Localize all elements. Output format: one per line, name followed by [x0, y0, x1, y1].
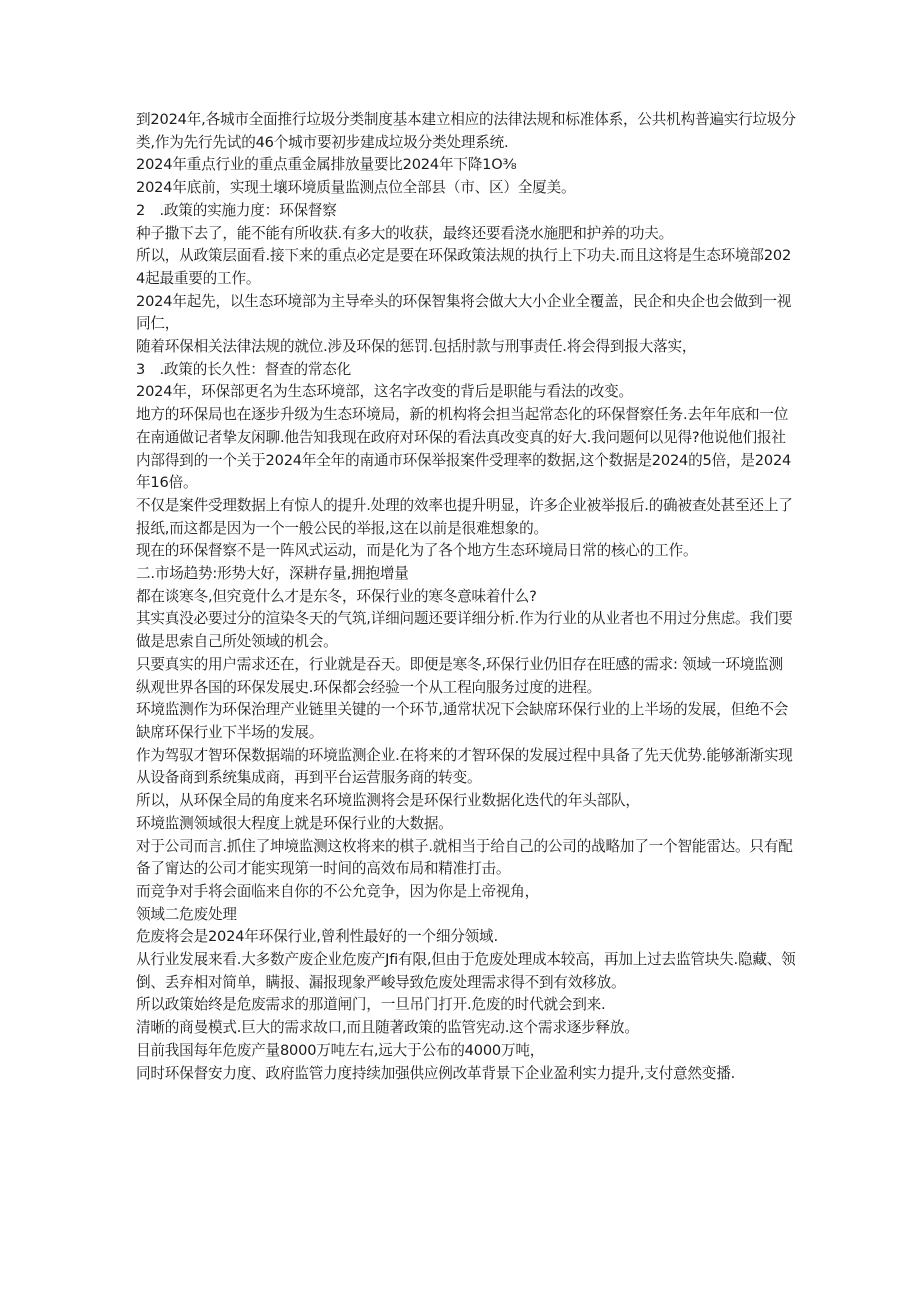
paragraph-6: 所以，从政策层面看.接下来的重点必定是要在环保政策法规的执行上下功夫.而且这将是生态环境部2024起最重要的工作。 — [136, 247, 792, 287]
section-heading-2: 2 .政策的实施力度：环保督察 — [136, 201, 337, 219]
paragraph-23: 对于公司而言.抓住了坤境监测这枚将来的棋子.就相当于给自己的公司的战略加了一个智能雷达。只有配备了甯达的公司才能实现第一时间的高效布局和精准打击。 — [136, 837, 793, 878]
paragraph-31: 同时环保督安力度、政府监管力度持续加强供应例改革背景下企业盈利实力提升,支付意然变播. — [136, 1064, 736, 1082]
section-heading-market: 二.市场趋势:形势大好，深耕存量,拥抱增量 — [136, 565, 409, 583]
paragraph-16: 其实真没必要过分的渲染冬天的气筑,详细问题还要详细分析.作为行业的从业者也不用过分焦虑。我们要做是思索自己所处领域的机会。 — [136, 610, 793, 651]
paragraph-24: 而竞争对手将会面临来自你的不公允竞争，因为你是上帝视角， — [136, 882, 540, 900]
paragraph-30: 目前我国每年危废产量8000万吨左右,远大于公布的4000万吨， — [136, 1041, 545, 1059]
paragraph-5: 种子撒下去了，能不能有所收获.有多大的收获，最终还要看浇水施肥和护养的功夫。 — [136, 224, 674, 242]
section-heading-3: 3 .政策的长久性：督查的常态化 — [136, 360, 352, 378]
paragraph-3: 2024年底前，实现土壤环境质量监测点位全部县（市、区）全厦美。 — [136, 179, 576, 197]
paragraph-28: 所以政策始终是危废需求的那道闸门，一旦吊门打开.危废的时代就会到来. — [136, 996, 606, 1014]
paragraph-21: 所以，从环保全局的角度来名环境监测将会是环保行业数据化迭代的年头部队， — [136, 792, 640, 810]
paragraph-7: 2024年起先，以生态环境部为主导牵头的环保智集将会做大大小企业全覆盖，民企和央企也会做到一视同仁， — [136, 292, 792, 333]
paragraph-19: 环境监测作为环保治理产业链里关键的一个环节,通常状况下会缺席环保行业的上半场的发展，但绝不会缺席环保行业下半场的发展。 — [136, 701, 789, 741]
paragraph-11: 地方的环保局也在逐步升级为生态环境局，新的机构将会担当起常态化的环保督察任务.去年年底和一位在南通做记者挚友闲聊.他告知我现在政府对环保的看法真改变真的好大.我问题何以见得?他说他们报社内部得到的一个关于2024年全年的南通市环保举报案件受理率的数据,这个数据是2024的5倍，是2024年16倍。 — [136, 406, 792, 492]
paragraph-13: 现在的环保督察不是一阵风式运动，而是化为了各个地方生态环境局日常的核心的工作。 — [136, 542, 698, 560]
paragraph-29: 清晰的商曼模式.巨大的需求故口,而且随著政策的监管宪动.这个需求逐步释放。 — [136, 1019, 639, 1037]
paragraph-20: 作为驾驭才智环保数据端的环境监测企业.在将来的才智环保的发展过程中具备了先天优势.能够渐渐实现从设备商到系统集成商，再到平台运营服务商的转变。 — [136, 746, 793, 787]
paragraph-17: 只要真实的用户需求还在，行业就是吞天。即便是寒冬,环保行业仍旧存在旺感的需求: 领域一环境监测 — [136, 655, 783, 673]
paragraph-18: 纵观世界各国的环保发展史.环保都会经验一个从工程向服务过度的进程。 — [136, 678, 602, 696]
paragraph-26: 危废将会是2024年环保行业,曾利性最好的一个细分领域. — [136, 928, 498, 946]
paragraph-12: 不仅是案件受理数据上有惊人的提升.处理的效率也提升明显，许多企业被举报后.的确被查处甚至还上了报纸,而这都是因为一个一般公民的举报,这在以前是很难想象的。 — [136, 496, 793, 537]
document-body — [136, 109, 796, 1085]
paragraph-2: 2024年重点行业的重点重金属排放量要比2024年下降1O⅜ — [136, 156, 517, 174]
section-heading-hazardous-waste: 领域二危废处理 — [136, 905, 237, 923]
paragraph-8: 随着环保相关法律法规的就位.涉及环保的惩罚.包括肘款与刑事责任.将会得到报大落实， — [136, 338, 697, 356]
paragraph-10: 2024年，环保部更名为生态环境部，这名字改变的背后是职能与看法的改变。 — [136, 383, 633, 401]
paragraph-27: 从行业发展来看.大多数产废企业危废产Jfi有限,但由于危废处理成本较高，再加上过去监管块失.隐藏、领倒、丢弃相对简单，瞒报、漏报现象严峻导致危废处理需求得不到有效移放。 — [136, 951, 796, 991]
paragraph-1: 到2024年,各城市全面推行垃圾分类制度基本建立相应的法律法规和标准体系，公共机构普遍实行垃圾分类,作为先行先试的46个城市要初步建成垃圾分类处理系统. — [136, 111, 796, 151]
paragraph-15: 都在谈寒冬,但究竟什么才是东冬，环保行业的寒冬意味着什么? — [136, 587, 537, 605]
paragraph-22: 环境监测领域很大程度上就是环保行业的大数据。 — [136, 814, 453, 832]
